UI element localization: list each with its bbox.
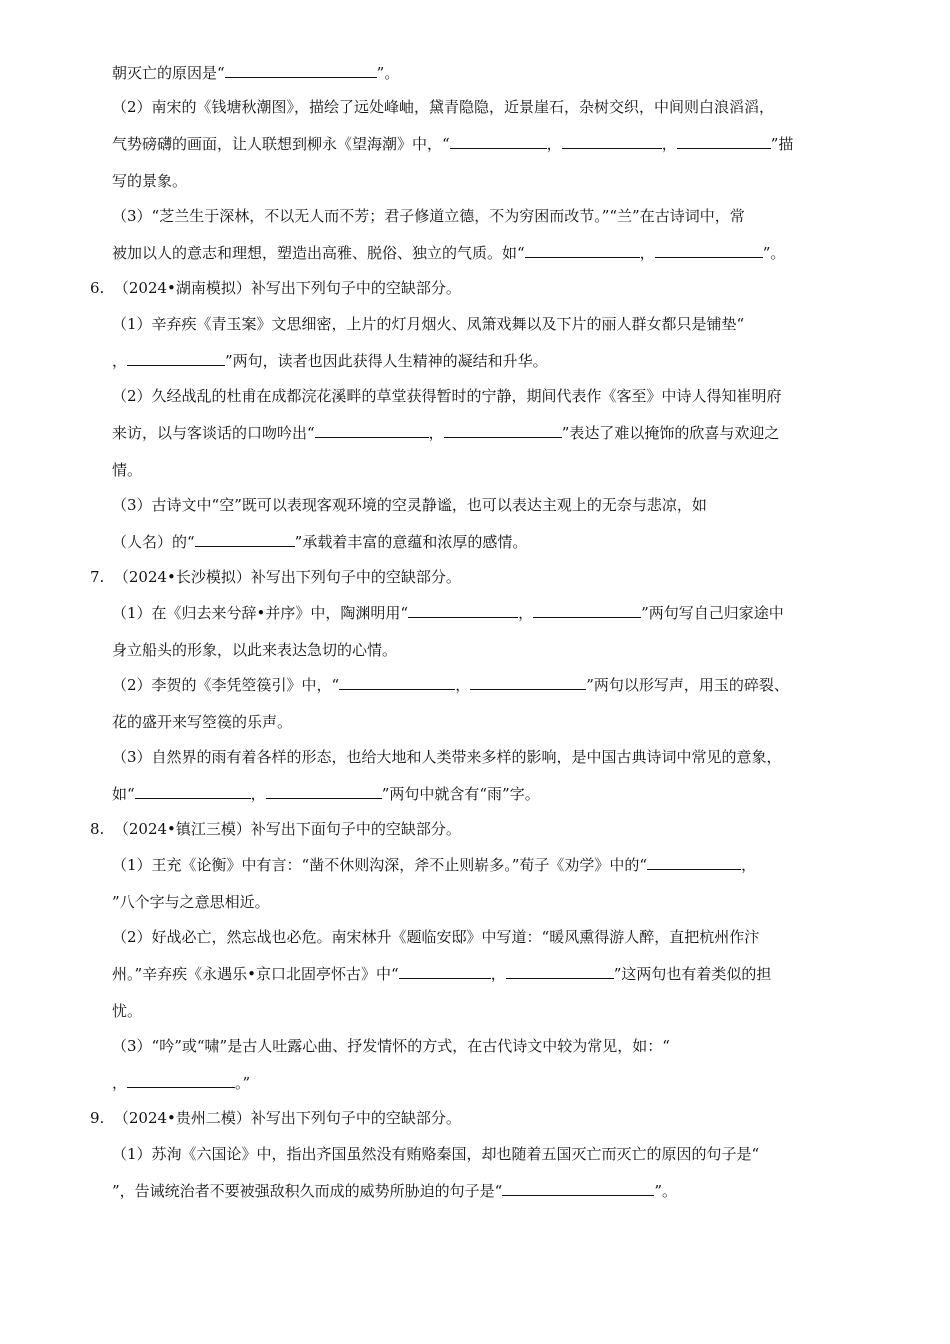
q6-3-line-b	[112, 524, 860, 561]
text: （2）好战必亡，然忘战也必危。南宋林升《题临安邸》中写道：“暖风熏得游人醉，直把杭州作汴	[112, 928, 760, 946]
q6-2-line-b	[112, 415, 860, 452]
answer-blank[interactable]	[315, 420, 429, 438]
text: ”两句以形写声，用玉的碎裂、	[586, 676, 789, 694]
text: 身立船头的形象，以此来表达急切的心情。	[112, 641, 398, 659]
answer-blank[interactable]	[225, 60, 377, 78]
text: （3）“吟”或“啸”是古人吐露心曲、抒发情怀的方式，在古代诗文中较为常见，如：“	[112, 1037, 670, 1055]
answer-blank[interactable]	[470, 672, 586, 690]
q7-3-line-a	[112, 739, 860, 776]
q5-3-line-a	[112, 198, 860, 235]
q5-1-line	[112, 55, 860, 92]
text: （3）自然界的雨有着各样的形态，也给大地和人类带来多样的影响，是中国古典诗词中常见的意象，	[112, 748, 782, 766]
q6-1-line-a	[112, 306, 860, 343]
text: （2）南宋的《钱塘秋潮图》，描绘了远处峰岫，黛青隐隐，近景崖石，杂树交织，中间则白浪滔滔，	[112, 98, 775, 116]
text: （3）“芝兰生于深林，不以无人而不芳；君子修道立德，不为穷困而改节。”“兰”在古诗词中，常	[112, 207, 745, 225]
text: 州。”辛弃疾《永遇乐•京口北固亭怀古》中“	[112, 965, 399, 983]
text: （1）在《归去来兮辞•并序》中，陶渊明用“	[112, 604, 409, 622]
answer-blank[interactable]	[127, 348, 225, 366]
q7-3-line-b	[112, 776, 860, 813]
answer-blank[interactable]	[135, 781, 251, 799]
question-number: 8.	[90, 820, 105, 838]
q7-2-line-a	[112, 667, 860, 704]
text: （1）苏洵《六国论》中，指出齐国虽然没有贿赂秦国，却也随着五国灭亡而灭亡的原因的句子是“	[112, 1145, 760, 1163]
text: ，	[250, 785, 266, 803]
text: 朝灭亡的原因是“	[112, 64, 225, 82]
question-6-stem	[90, 270, 860, 307]
q6-2-line-a	[112, 378, 860, 415]
text: 来访，以与客谈话的口吻吟出“	[112, 424, 315, 442]
text: ”两句写自己归家途中	[641, 604, 784, 622]
text: ，	[428, 424, 444, 442]
text: ，	[455, 676, 471, 694]
answer-blank[interactable]	[195, 529, 295, 547]
q5-2-line-b	[112, 126, 860, 163]
question-number: 7.	[90, 568, 105, 586]
q8-2-line-c	[112, 993, 860, 1030]
answer-blank[interactable]	[266, 781, 382, 799]
text: ，	[661, 135, 677, 153]
answer-blank[interactable]	[562, 131, 662, 149]
answer-blank[interactable]	[533, 600, 641, 618]
question-9-stem	[90, 1100, 860, 1137]
q5-2-line-a	[112, 89, 860, 126]
answer-blank[interactable]	[399, 961, 491, 979]
text: ”两句中就含有“雨”字。	[381, 785, 540, 803]
question-stem: （2024•湖南模拟）补写出下列句子中的空缺部分。	[113, 279, 461, 297]
question-stem: （2024•贵州二模）补写出下列句子中的空缺部分。	[113, 1109, 461, 1127]
q9-1-line-b	[112, 1173, 860, 1210]
q6-3-line-a	[112, 487, 860, 524]
q7-1-line-b	[112, 632, 860, 669]
text: ，	[546, 135, 562, 153]
text: （1）辛弃疾《青玉案》文思细密，上片的灯月烟火、凤箫戏舞以及下片的丽人群女都只是铺垫“	[112, 315, 745, 333]
answer-blank[interactable]	[502, 1178, 654, 1196]
text: ”两句，读者也因此获得人生精神的凝结和升华。	[225, 352, 548, 370]
text: 写的景象。	[112, 172, 188, 190]
answer-blank[interactable]	[127, 1070, 235, 1088]
q8-1-line-a	[112, 847, 860, 884]
answer-blank[interactable]	[647, 852, 741, 870]
q7-2-line-b	[112, 704, 860, 741]
q8-3-line-a	[112, 1028, 860, 1065]
text: 情。	[112, 461, 143, 479]
q5-2-line-c	[112, 163, 860, 200]
text: ，	[518, 604, 534, 622]
text: ”。	[654, 1182, 678, 1200]
text: ，	[490, 965, 506, 983]
question-stem: （2024•镇江三模）补写出下面句子中的空缺部分。	[113, 820, 461, 838]
text: 气势磅礴的画面，让人联想到柳永《望海潮》中，“	[112, 135, 450, 153]
text: ，	[639, 244, 655, 262]
answer-blank[interactable]	[339, 672, 455, 690]
q8-3-line-b	[112, 1065, 860, 1102]
answer-blank[interactable]	[408, 600, 518, 618]
text: ”承载着丰富的意蕴和浓厚的感情。	[294, 533, 528, 551]
question-number: 9.	[90, 1109, 105, 1127]
q9-1-line-a	[112, 1136, 860, 1173]
text: （人名）的“	[112, 533, 195, 551]
text: ”，告诫统治者不要被强敌积久而成的威势所胁迫的句子是“	[112, 1182, 503, 1200]
text: （2）久经战乱的杜甫在成都浣花溪畔的草堂获得暂时的宁静，期间代表作《客至》中诗人得知崔明府	[112, 387, 782, 405]
text: 花的盛开来写箜篌的乐声。	[112, 713, 293, 731]
question-8-stem	[90, 811, 860, 848]
q6-2-line-c	[112, 452, 860, 489]
text: （2）李贺的《李凭箜篌引》中，“	[112, 676, 340, 694]
question-stem: （2024•长沙模拟）补写出下列句子中的空缺部分。	[113, 568, 461, 586]
q7-1-line-a	[112, 595, 860, 632]
q6-1-line-b	[112, 343, 860, 380]
text: ”八个字与之意思相近。	[112, 893, 270, 911]
answer-blank[interactable]	[450, 131, 547, 149]
question-number: 6.	[90, 279, 105, 297]
text: ”。	[376, 64, 400, 82]
text: ”表达了难以掩饰的欣喜与欢迎之	[561, 424, 780, 442]
text: ，	[741, 856, 757, 874]
answer-blank[interactable]	[677, 131, 771, 149]
text: 如“	[112, 785, 135, 803]
q8-1-line-b	[112, 884, 860, 921]
text: 。”	[235, 1074, 251, 1092]
answer-blank[interactable]	[444, 420, 562, 438]
text: 忧。	[112, 1002, 143, 1020]
answer-blank[interactable]	[525, 240, 640, 258]
q8-2-line-b	[112, 956, 860, 993]
q8-2-line-a	[112, 919, 860, 956]
answer-blank[interactable]	[506, 961, 614, 979]
question-7-stem	[90, 559, 860, 596]
text: ”这两句也有着类似的担	[613, 965, 772, 983]
text: （1）王充《论衡》中有言：“凿不休则沟深，斧不止则崭多。”荀子《劝学》中的“	[112, 856, 648, 874]
text: ，	[112, 1074, 128, 1092]
text: （3）古诗文中“空”既可以表现客观环境的空灵静谧，也可以表达主观上的无奈与悲凉，如	[112, 496, 707, 514]
text: ”。	[762, 244, 786, 262]
text: ，	[112, 352, 128, 370]
answer-blank[interactable]	[655, 240, 763, 258]
q5-3-line-b	[112, 235, 860, 272]
text: 被加以人的意志和理想，塑造出高雅、脱俗、独立的气质。如“	[112, 244, 525, 262]
text: ”描	[770, 135, 794, 153]
